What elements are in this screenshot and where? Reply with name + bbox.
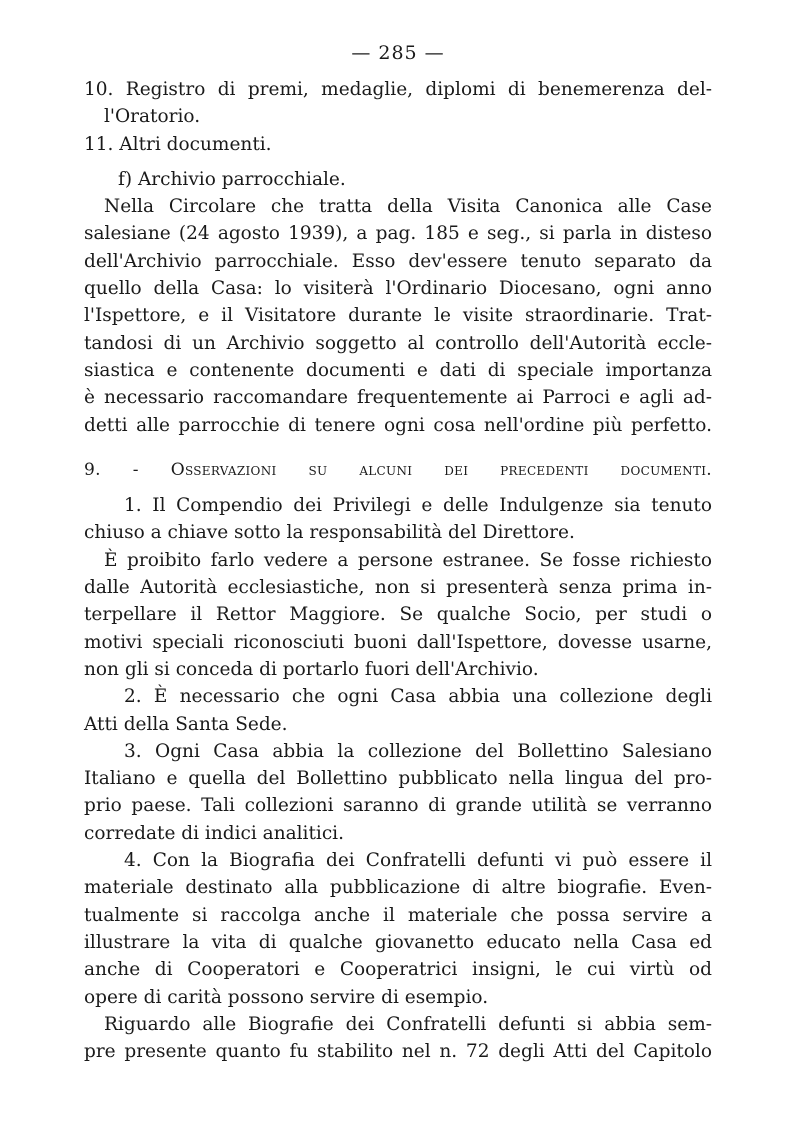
text-line: 1. Il Compendio dei Privilegi e delle Indulgenze sia tenuto <box>124 495 712 517</box>
text-line: siastica e contenente documenti e dati di speciale importanza <box>84 359 712 381</box>
text-line: l'Oratorio. <box>104 106 201 128</box>
paragraph-riguardo-biografie <box>84 1011 712 1066</box>
list-item-10: 10. Registro di premi, medaglie, diplomi di benemerenza del- <box>84 79 712 100</box>
text-line: 4. Con la Biografia dei Confratelli defunti vi può essere il <box>124 850 712 872</box>
text-line: 2. È necessario che ogni Casa abbia una collezione degli <box>124 686 712 708</box>
text-line: è necessario raccomandare frequentemente ai Parroci e agli ad- <box>84 387 712 409</box>
paragraph-biografia <box>84 847 712 1011</box>
text-line: prio paese. Tali collezioni saranno di grande utilità se verranno <box>84 795 712 817</box>
text-line: Atti della Santa Sede. <box>84 713 288 735</box>
text-line: tandosi di un Archivio soggetto al controllo dell'Autorità eccle- <box>84 332 712 354</box>
text-line: materiale destinato alla pubblicazione di altre biografie. Even- <box>84 877 712 899</box>
text-line: Italiano e quella del Bollettino pubblicato nella lingua del pro- <box>84 768 712 790</box>
text-line: terpellare il Rettor Maggiore. Se qualche Socio, per studi o <box>84 604 712 626</box>
paragraph-proibito <box>84 547 712 683</box>
text-line: motivi speciali riconosciuti buoni dall'Ispettore, dovesse usarne, <box>84 631 712 653</box>
text-line: dell'Archivio parrocchiale. Esso dev'essere tenuto separato da <box>84 250 712 272</box>
text-line: illustrare la vita di qualche giovanetto educato nella Casa ed <box>84 931 712 953</box>
paragraph-bollettino <box>84 738 712 847</box>
section-heading-archivio-parrocchiale: f) Archivio parrocchiale. <box>118 168 346 190</box>
page-number: — 285 — <box>351 42 445 64</box>
section-heading-osservazioni: 9. - Osservazioni su alcuni dei precedenti documenti. <box>84 459 712 480</box>
text-line: Nella Circolare che tratta della Visita Canonica alle Case <box>104 196 712 218</box>
paragraph-archivio-parrocchiale <box>84 193 712 439</box>
document-page <box>84 40 712 1065</box>
text-line: quello della Casa: lo visiterà l'Ordinario Diocesano, ogni anno <box>84 278 712 300</box>
text-line: 3. Ogni Casa abbia la collezione del Bollettino Salesiano <box>124 740 712 762</box>
text-line: anche di Cooperatori e Cooperatrici insigni, le cui virtù od <box>84 959 712 981</box>
list-item-11: 11. Altri documenti. <box>84 133 272 155</box>
paragraph-compendio <box>84 492 712 547</box>
text-line: opere di carità possono servire di esempio. <box>84 986 489 1008</box>
text-line: corredate di indici analitici. <box>84 822 344 844</box>
text-line: l'Ispettore, e il Visitatore durante le visite straordinarie. Trat- <box>84 305 712 327</box>
text-line: chiuso a chiave sotto la responsabilità del Direttore. <box>84 522 575 544</box>
text-line: È proibito farlo vedere a persone estranee. Se fosse richiesto <box>104 549 712 571</box>
text-line: dalle Autorità ecclesiastiche, non si presenterà senza prima in- <box>84 577 712 599</box>
paragraph-atti-santa-sede <box>84 683 712 738</box>
text-line: Riguardo alle Biografie dei Confratelli defunti si abbia sem- <box>104 1013 712 1035</box>
text-line: salesiane (24 agosto 1939), a pag. 185 e seg., si parla in disteso <box>84 223 712 245</box>
text-line: tualmente si raccolga anche il materiale che possa servire a <box>84 904 712 926</box>
text-line: detti alle parrocchie di tenere ogni cosa nell'ordine più perfetto. <box>84 414 712 436</box>
text-line: non gli si conceda di portarlo fuori dell'Archivio. <box>84 658 539 680</box>
text-line: pre presente quanto fu stabilito nel n. 72 degli Atti del Capitolo <box>84 1041 712 1063</box>
